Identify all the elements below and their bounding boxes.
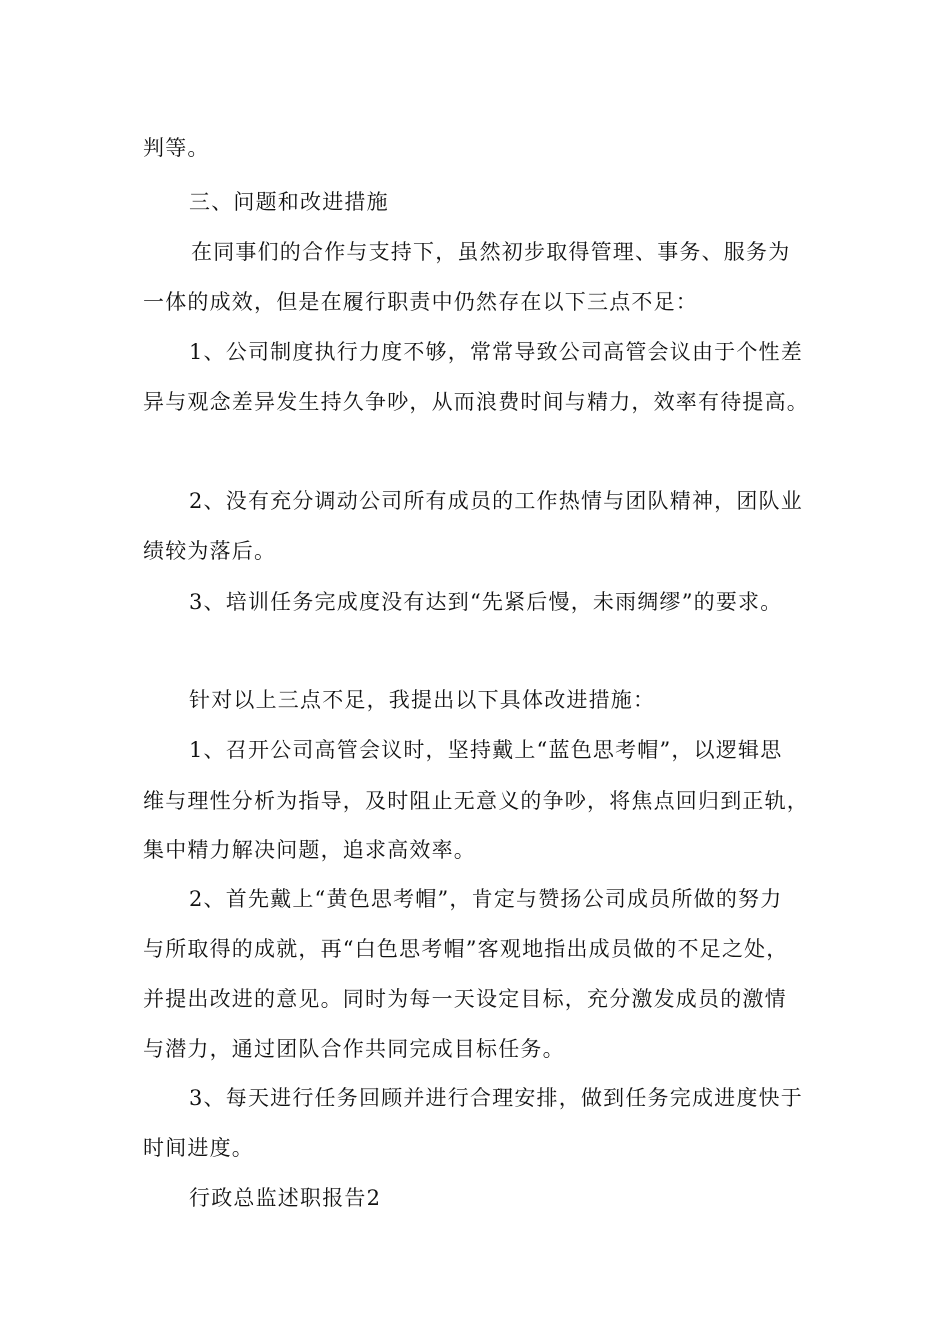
section-heading: 行政总监述职报告2 xyxy=(189,1186,382,1210)
text-line: 一体的成效，但是在履行职责中仍然存在以下三点不足： xyxy=(143,290,698,314)
text-line: 1、召开公司高管会议时，坚持戴上“蓝色思考帽”，以逻辑思 xyxy=(189,738,783,762)
text-line: 异与观念差异发生持久争吵，从而浪费时间与精力，效率有待提高。 xyxy=(143,390,809,414)
section-heading: 三、问题和改进措施 xyxy=(189,190,389,214)
text-line: 针对以上三点不足，我提出以下具体改进措施： xyxy=(189,688,656,712)
text-line: 1、公司制度执行力度不够，常常导致公司高管会议由于个性差 xyxy=(189,340,803,364)
text-line: 判等。 xyxy=(143,136,210,160)
text-line: 维与理性分析为指导，及时阻止无意义的争吵，将焦点回归到正轨， xyxy=(143,789,809,813)
text-line: 并提出改进的意见。同时为每一天设定目标，充分激发成员的激情 xyxy=(143,987,787,1011)
text-line: 3、每天进行任务回顾并进行合理安排，做到任务完成进度快于 xyxy=(189,1086,803,1110)
text-line: 与潜力，通过团队合作共同完成目标任务。 xyxy=(143,1037,565,1061)
text-line: 集中精力解决问题，追求高效率。 xyxy=(143,838,476,862)
text-line: 2、没有充分调动公司所有成员的工作热情与团队精神，团队业 xyxy=(189,489,803,513)
text-line: 绩较为落后。 xyxy=(143,539,277,563)
text-line: 时间进度。 xyxy=(143,1136,254,1160)
text-line: 3、培训任务完成度没有达到“先紧后慢，未雨绸缪”的要求。 xyxy=(189,590,783,614)
text-line: 在同事们的合作与支持下，虽然初步取得管理、事务、服务为 xyxy=(191,240,791,264)
text-line: 2、首先戴上“黄色思考帽”，肯定与赞扬公司成员所做的努力 xyxy=(189,887,783,911)
text-line: 与所取得的成就，再“白色思考帽”客观地指出成员做的不足之处， xyxy=(143,937,789,961)
